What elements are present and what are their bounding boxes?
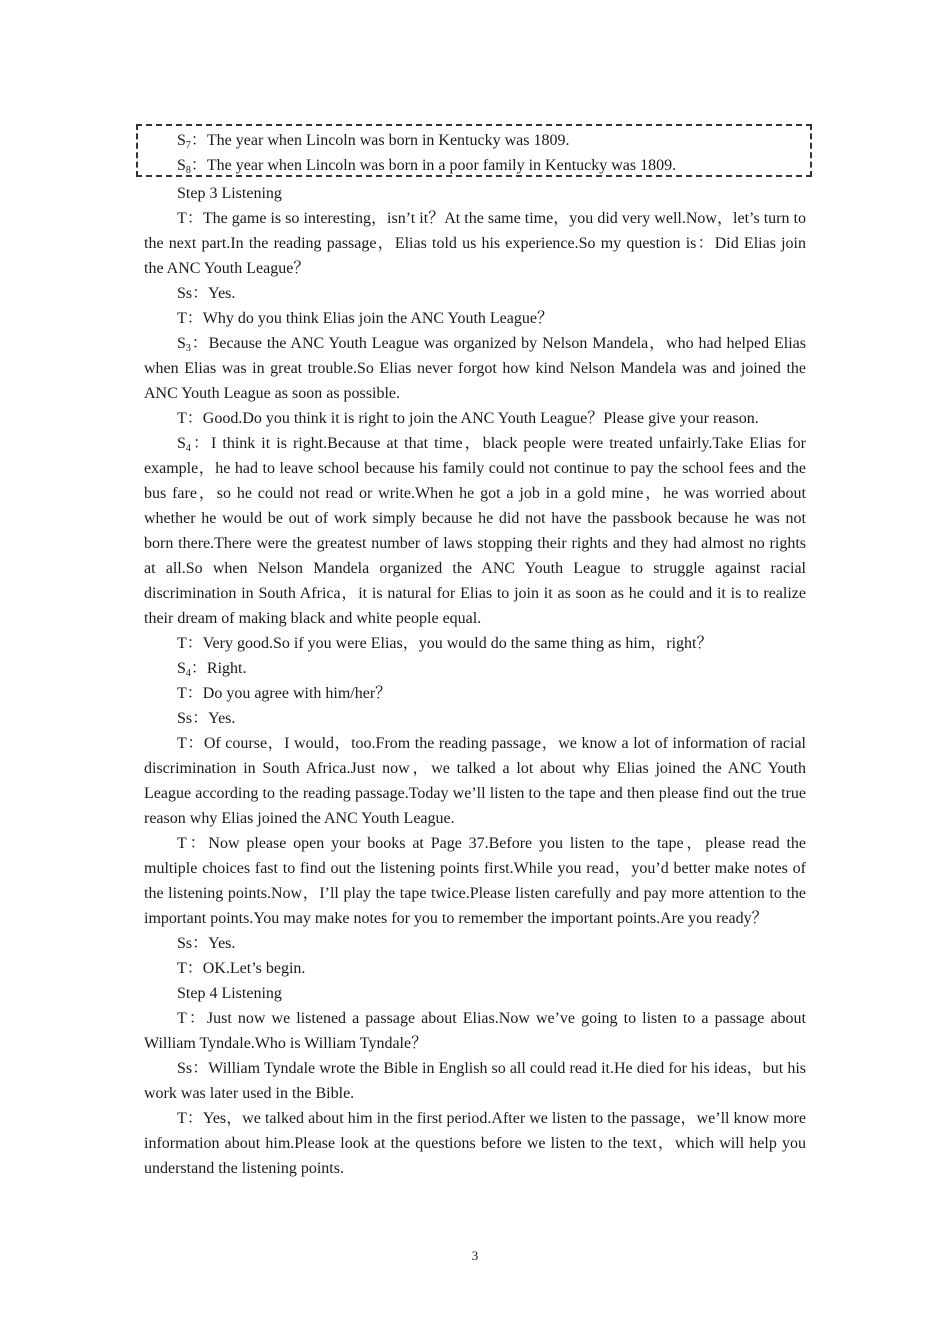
paragraph [144, 331, 806, 406]
speaker-letter: S [177, 435, 186, 452]
paragraph-text: T：Of course，I would，too.From the reading passage，we know a lot of information of racial discrimination in South Africa.Just now，we talked a lot about why Elias joined the ANC Youth League according to the reading passage.Today we’ll listen to the tape and then please find out the true reason why Elias joined the ANC Youth League. [144, 735, 806, 827]
paragraph [144, 206, 806, 281]
paragraph [144, 656, 806, 681]
paragraph-text: T：OK.Let’s begin. [177, 960, 306, 977]
speaker-subscript: 3 [185, 343, 191, 354]
paragraph-text: Ss：Yes. [177, 710, 236, 727]
paragraph [144, 1106, 806, 1181]
paragraph [144, 406, 806, 431]
speaker-letter: S [177, 157, 186, 174]
box-line [144, 128, 806, 153]
paragraph-text: Ss：Yes. [177, 935, 236, 952]
speaker-subscript: 8 [185, 165, 191, 176]
speaker-subscript: 7 [185, 140, 191, 151]
speaker-letter: S [177, 335, 186, 352]
box-line [144, 153, 806, 178]
paragraph-text: T：Yes，we talked about him in the first period.After we listen to the passage，we’ll know more information about him.Please look at the questions before we listen to the text，which will help you understand the listening points. [144, 1110, 806, 1177]
paragraph [144, 281, 806, 306]
paragraph-text: T：Why do you think Elias join the ANC Youth League？ [177, 310, 553, 327]
paragraph [144, 931, 806, 956]
paragraph [144, 431, 806, 631]
paragraph-text: ：I think it is right.Because at that time，black people were treated unfairly.Take Elias for example，he had to leave school because his family could not continue to pay the school fees and the bus fare，so he could not read or write.When he got a job in a gold mine，he was worried about whether he would be out of work simply because he did not have the passbook because he was not born there.There were the greatest number of laws stopping their rights and they had almost no rights at all.So when Nelson Mandela organized the ANC Youth League to struggle against racial discrimination in South Africa，it is natural for Elias to join it as soon as he could and it is to realize their dream of making black and white people equal. [144, 435, 807, 627]
paragraph [144, 706, 806, 731]
speaker-letter: S [177, 660, 186, 677]
paragraph [144, 731, 806, 831]
speaker-subscript: 4 [185, 443, 191, 454]
paragraph-text: Ss：Yes. [177, 285, 236, 302]
paragraph [144, 306, 806, 331]
page-number: 3 [471, 1248, 479, 1263]
paragraph [144, 831, 806, 931]
document-body [144, 128, 806, 1181]
speaker-letter: S [177, 132, 186, 149]
paragraph-text: ：Right. [190, 660, 247, 677]
speaker-subscript: 4 [185, 668, 191, 679]
paragraph-text: T：The game is so interesting，isn’t it？At the same time，you did very well.Now，let’s turn to the next part.In the reading passage，Elias told us his experience.So my question is：Did Elias join the ANC Youth League？ [144, 210, 806, 277]
paragraph [144, 1006, 806, 1056]
paragraph [144, 981, 806, 1006]
paragraph-text: T：Now please open your books at Page 37.Before you listen to the tape，please read the multiple choices fast to find out the listening points first.While you read，you’d better make notes of the listening points.Now，I’ll play the tape twice.Please listen carefully and pay more attention to the important points.You may make notes for you to remember the important points.Are you ready？ [144, 835, 806, 927]
paragraph-text: ：The year when Lincoln was born in a poor family in Kentucky was 1809. [190, 157, 677, 174]
paragraph-text: T：Good.Do you think it is right to join the ANC Youth League？Please give your reason. [177, 410, 759, 427]
paragraph-text: ：The year when Lincoln was born in Kentucky was 1809. [190, 132, 570, 149]
paragraph-text: ：Because the ANC Youth League was organized by Nelson Mandela，who had helped Elias when Elias was in great trouble.So Elias never forgot how kind Nelson Mandela was and joined the ANC Youth League as soon as possible. [144, 335, 806, 402]
paragraph-text: T：Do you agree with him/her？ [177, 685, 392, 702]
paragraph [144, 681, 806, 706]
paragraph [144, 1056, 806, 1106]
paragraph-text: Ss：William Tyndale wrote the Bible in English so all could read it.He died for his ideas，but his work was later used in the Bible. [144, 1060, 806, 1102]
paragraph [144, 631, 806, 656]
paragraph [144, 956, 806, 981]
paragraph-text: Step 4 Listening [177, 985, 282, 1002]
paragraph [144, 181, 806, 206]
paragraph-text: Step 3 Listening [177, 185, 282, 202]
paragraph-text: T：Very good.So if you were Elias，you would do the same thing as him，right？ [177, 635, 713, 652]
paragraph-text: T：Just now we listened a passage about Elias.Now we’ve going to listen to a passage about William Tyndale.Who is William Tyndale？ [144, 1010, 806, 1052]
